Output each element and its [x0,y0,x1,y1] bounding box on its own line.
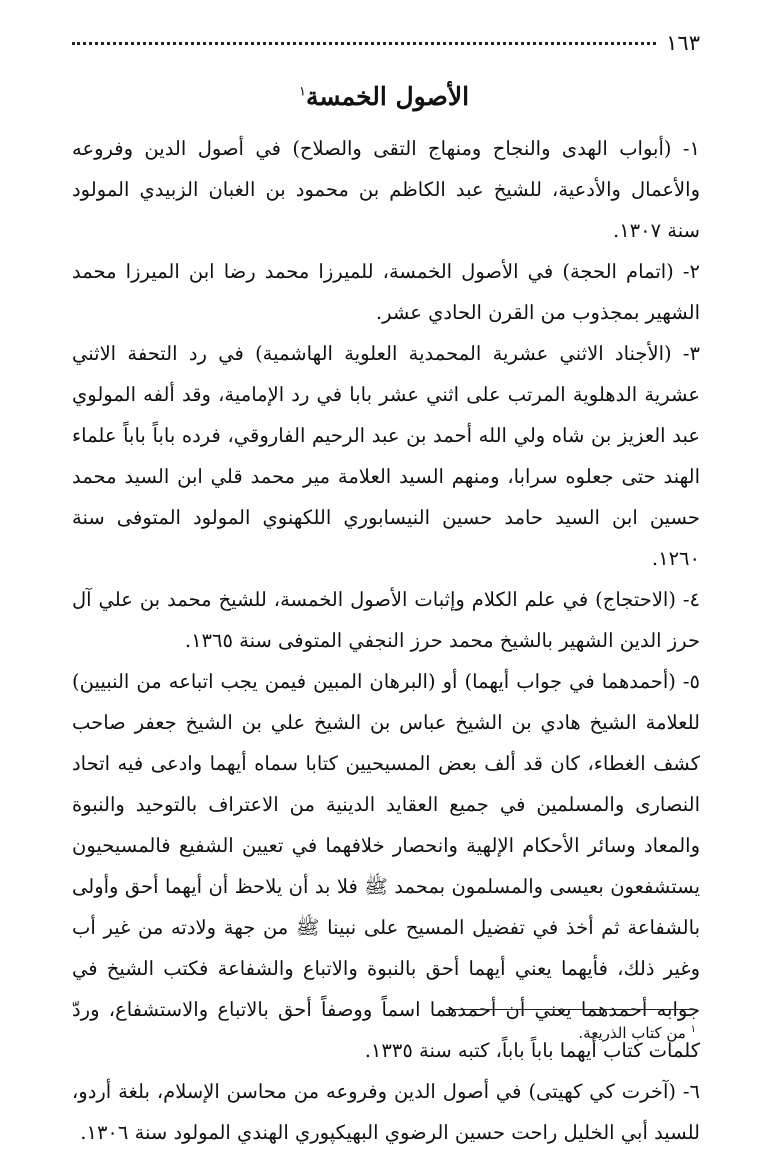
title-footnote-mark: ١ [298,84,306,100]
entry-6: ٦- (آخرت كي كهيتى) في أصول الدين وفروعه من محاسن الإسلام، بلغة أردو، للسيد أبي الخليل راحت حسين الرضوي البهيكپوري الهندي المولود سنة ١٣٠٦. [72,1080,700,1144]
entry-5: ٥- (أحمدهما في جواب أيهما) أو (البرهان المبين فيمن يجب اتباعه من النبيين) للعلامة الشيخ هادي بن الشيخ عباس بن الشيخ علي بن الشيخ جعفر صاحب كشف الغطاء، كان قد ألف بعض المسيحيين كتابا سماه أيهما وادعى فيه اتحاد النصارى والمسلمين في جميع العقايد الدينية من الاعتراف بالتوحيد والنبوة والمعاد وسائر الأحكام الإلهية وانحصار خلافهما في تعيين الشفيع فالمسيحيون يستشفعون بعيسى والمسلمون بمحمد ﷺ فلا بد أن يلاحظ أن أيهما أحق وأولى بالشفاعة ثم أخذ في تفضيل المسيح على نبينا ﷺ من جهة ولادته من غير أب وغير ذلك، فأيهما يعني أيهما أحق بالنبوة والاتباع والشفاعة فكتب الشيخ في جوابه أحمدهما يعني أن أحمدهما اسماً ووصفاً أحق بالاتباع والاستشفاع، وردّ كلمات كتاب أيهما باباً باباً، كتبه سنة ١٣٣٥. [72,670,700,1062]
footnote-text: من كتاب الذريعة. [578,1024,686,1042]
entries-list [72,128,700,1153]
footnote [578,1024,696,1042]
page-header [72,28,700,58]
footnote-mark: ١ [690,1024,696,1035]
page-title [0,82,768,111]
entry-3: ٣- (الأجناد الاثني عشرية المحمدية العلوية الهاشمية) في رد التحفة الاثني عشرية الدهلوية المرتب على اثني عشر بابا في رد الإمامية، وقد ألفه المولوي عبد العزيز بن شاه ولي الله أحمد بن عبد الرحيم الفاروقي، فرده باباً باباً علماء الهند حتى جعلوه سرابا، ومنهم السيد العلامة مير محمد قلي ابن السيد محمد حسين ابن السيد حامد حسين النيسابوري اللكهنوي المولود المتوفى سنة ١٢٦٠. [72,342,700,570]
entry-1: ١- (أبواب الهدى والنجاح ومنهاج التقى والصلاح) في أصول الدين وفروعه والأعمال والأدعية، للشيخ عبد الكاظم بن محمود بن الغبان الزبيدي المولود سنة ١٣٠٧. [72,137,700,242]
entry-2: ٢- (اتمام الحجة) في الأصول الخمسة، للميرزا محمد رضا ابن الميرزا محمد الشهير بمجذوب من القرن الحادي عشر. [72,260,700,324]
page-title-text: الأصول الخمسة [305,82,470,111]
page-number: ١٦٣ [666,31,700,55]
entry-4: ٤- (الاحتجاج) في علم الكلام وإثبات الأصول الخمسة، للشيخ محمد بن علي آل حرز الدين الشهير بالشيخ محمد حرز النجفي المتوفى سنة ١٣٦٥. [72,588,700,652]
header-dotted-rule [72,42,656,45]
footnote-divider [446,1009,696,1010]
